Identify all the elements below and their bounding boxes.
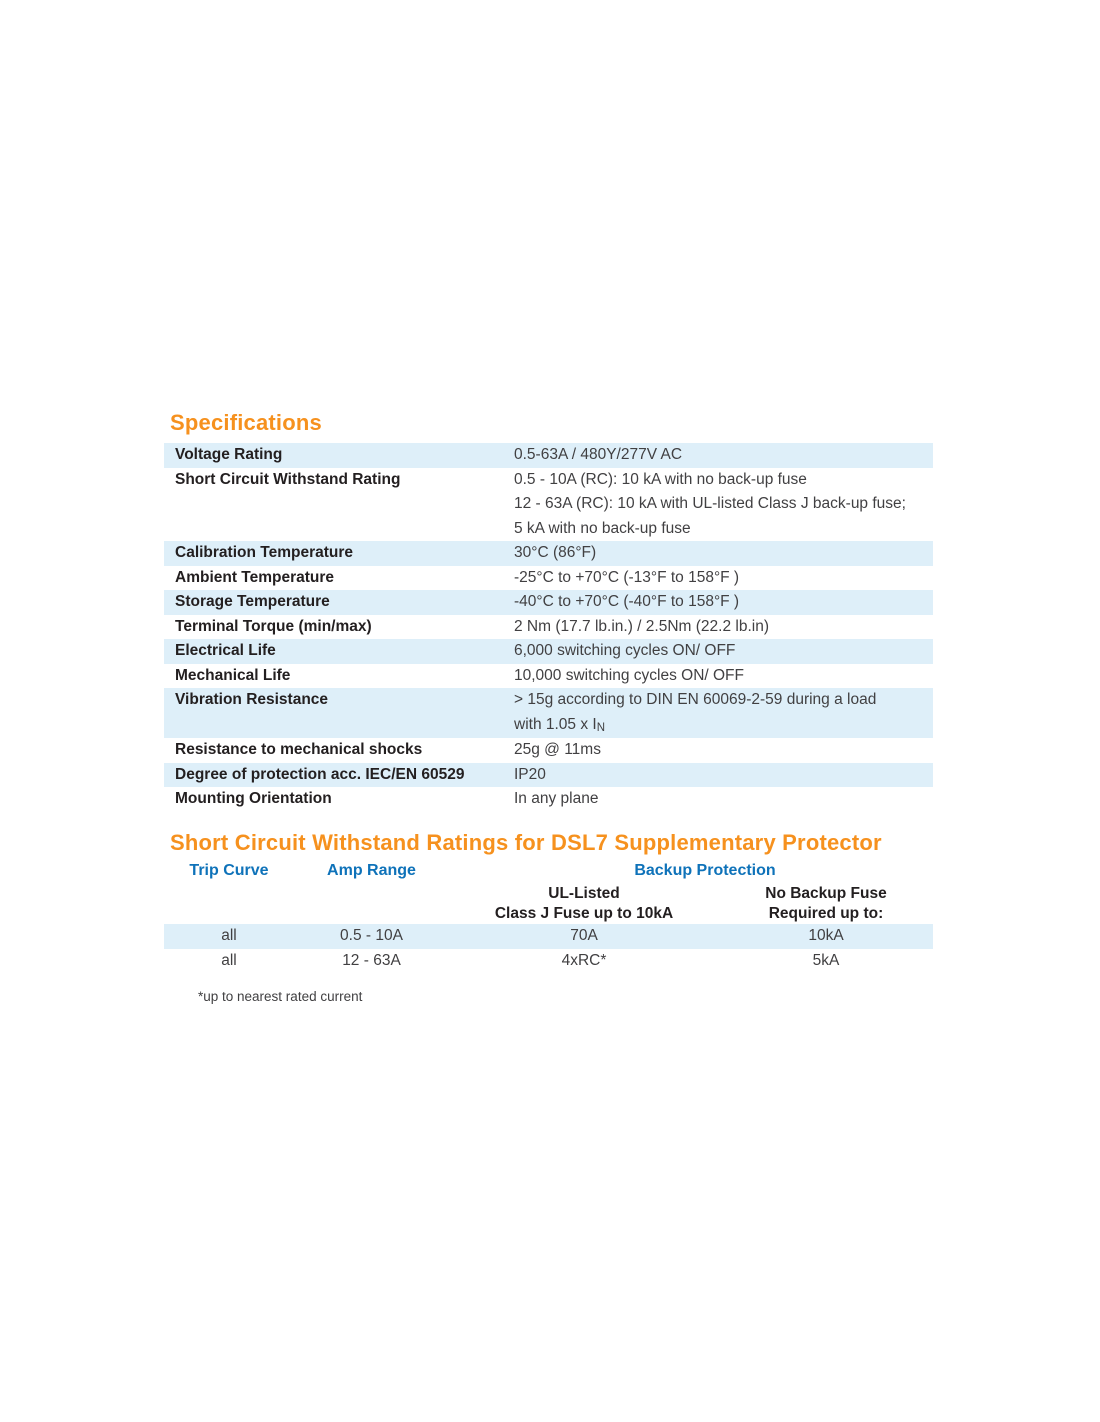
cell-ul-listed: 4xRC* [561, 951, 607, 969]
row-label: Short Circuit Withstand Rating [175, 470, 401, 488]
row-value: In any plane [514, 790, 599, 807]
row-label: Electrical Life [175, 642, 276, 659]
subheader-ul-listed: UL-Listed Class J Fuse up to 10kA [494, 885, 674, 922]
row-value: 10,000 switching cycles ON/ OFF [514, 666, 744, 684]
table-header-row [164, 860, 933, 884]
short-circuit-table [164, 860, 933, 973]
column-header-backup-protection: Backup Protection [634, 862, 776, 879]
specifications-heading: Specifications [170, 410, 322, 435]
cell-amp-range: 0.5 - 10A [340, 927, 403, 944]
value-text: with 1.05 x I [514, 715, 597, 733]
specifications-table [164, 443, 933, 812]
cell-ul-listed: 70A [570, 927, 598, 944]
row-value: -40°C to +70°C (-40°F to 158°F ) [514, 593, 740, 610]
table-subheader-row [164, 884, 933, 924]
table-row [164, 590, 933, 615]
row-label: Degree of protection acc. IEC/EN 60529 [175, 765, 465, 783]
subscript-n: N [596, 721, 606, 734]
column-header-trip-curve: Trip Curve [189, 862, 269, 879]
row-value: 6,000 switching cycles ON/ OFF [514, 642, 736, 659]
row-label: Terminal Torque (min/max) [175, 617, 372, 635]
row-value: 0.5-63A / 480Y/277V AC [514, 446, 683, 463]
table-row [164, 566, 933, 591]
row-value: IP20 [514, 765, 546, 783]
row-label: Resistance to mechanical shocks [175, 741, 423, 758]
row-value: 30°C (86°F) [514, 544, 597, 561]
table-row [164, 443, 933, 468]
table-row [164, 639, 933, 664]
table-row [164, 763, 933, 788]
row-label: Voltage Rating [175, 446, 283, 463]
table-row [164, 738, 933, 763]
cell-no-backup: 10kA [808, 927, 844, 944]
row-value: > 15g according to DIN EN 60069-2-59 during a load with 1.05 x IN [514, 691, 877, 734]
column-header-amp-range: Amp Range [327, 862, 416, 879]
short-circuit-heading: Short Circuit Withstand Ratings for DSL7 Supplementary Protector [170, 830, 882, 855]
table-row [164, 541, 933, 566]
table-row [164, 688, 933, 738]
cell-no-backup: 5kA [812, 951, 840, 969]
table-row [164, 949, 933, 974]
table-row [164, 787, 933, 812]
footnote: *up to nearest rated current [198, 989, 363, 1004]
row-label: Ambient Temperature [175, 568, 335, 586]
row-label: Calibration Temperature [175, 544, 354, 561]
empty-cell [294, 884, 449, 924]
row-value: 0.5 - 10A (RC): 10 kA with no back-up fuse 12 - 63A (RC): 10 kA with UL-listed Class J back-up fuse; 5 kA with no back-up fuse [514, 470, 906, 537]
table-row [164, 468, 933, 542]
row-label: Vibration Resistance [175, 691, 329, 708]
table-row [164, 615, 933, 640]
subheader-no-backup: No Backup Fuse Required up to: [765, 885, 887, 922]
row-value: 2 Nm (17.7 lb.in.) / 2.5Nm (22.2 lb.in) [514, 617, 769, 635]
row-value: 25g @ 11ms [514, 741, 601, 758]
row-label: Storage Temperature [175, 593, 330, 610]
cell-amp-range: 12 - 63A [342, 951, 401, 969]
cell-trip-curve: all [221, 951, 237, 969]
row-label: Mounting Orientation [175, 790, 332, 807]
table-row [164, 924, 933, 949]
row-value: -25°C to +70°C (-13°F to 158°F ) [514, 568, 740, 586]
table-row [164, 664, 933, 689]
row-label: Mechanical Life [175, 666, 291, 684]
cell-trip-curve: all [221, 927, 237, 944]
empty-cell [164, 884, 294, 924]
